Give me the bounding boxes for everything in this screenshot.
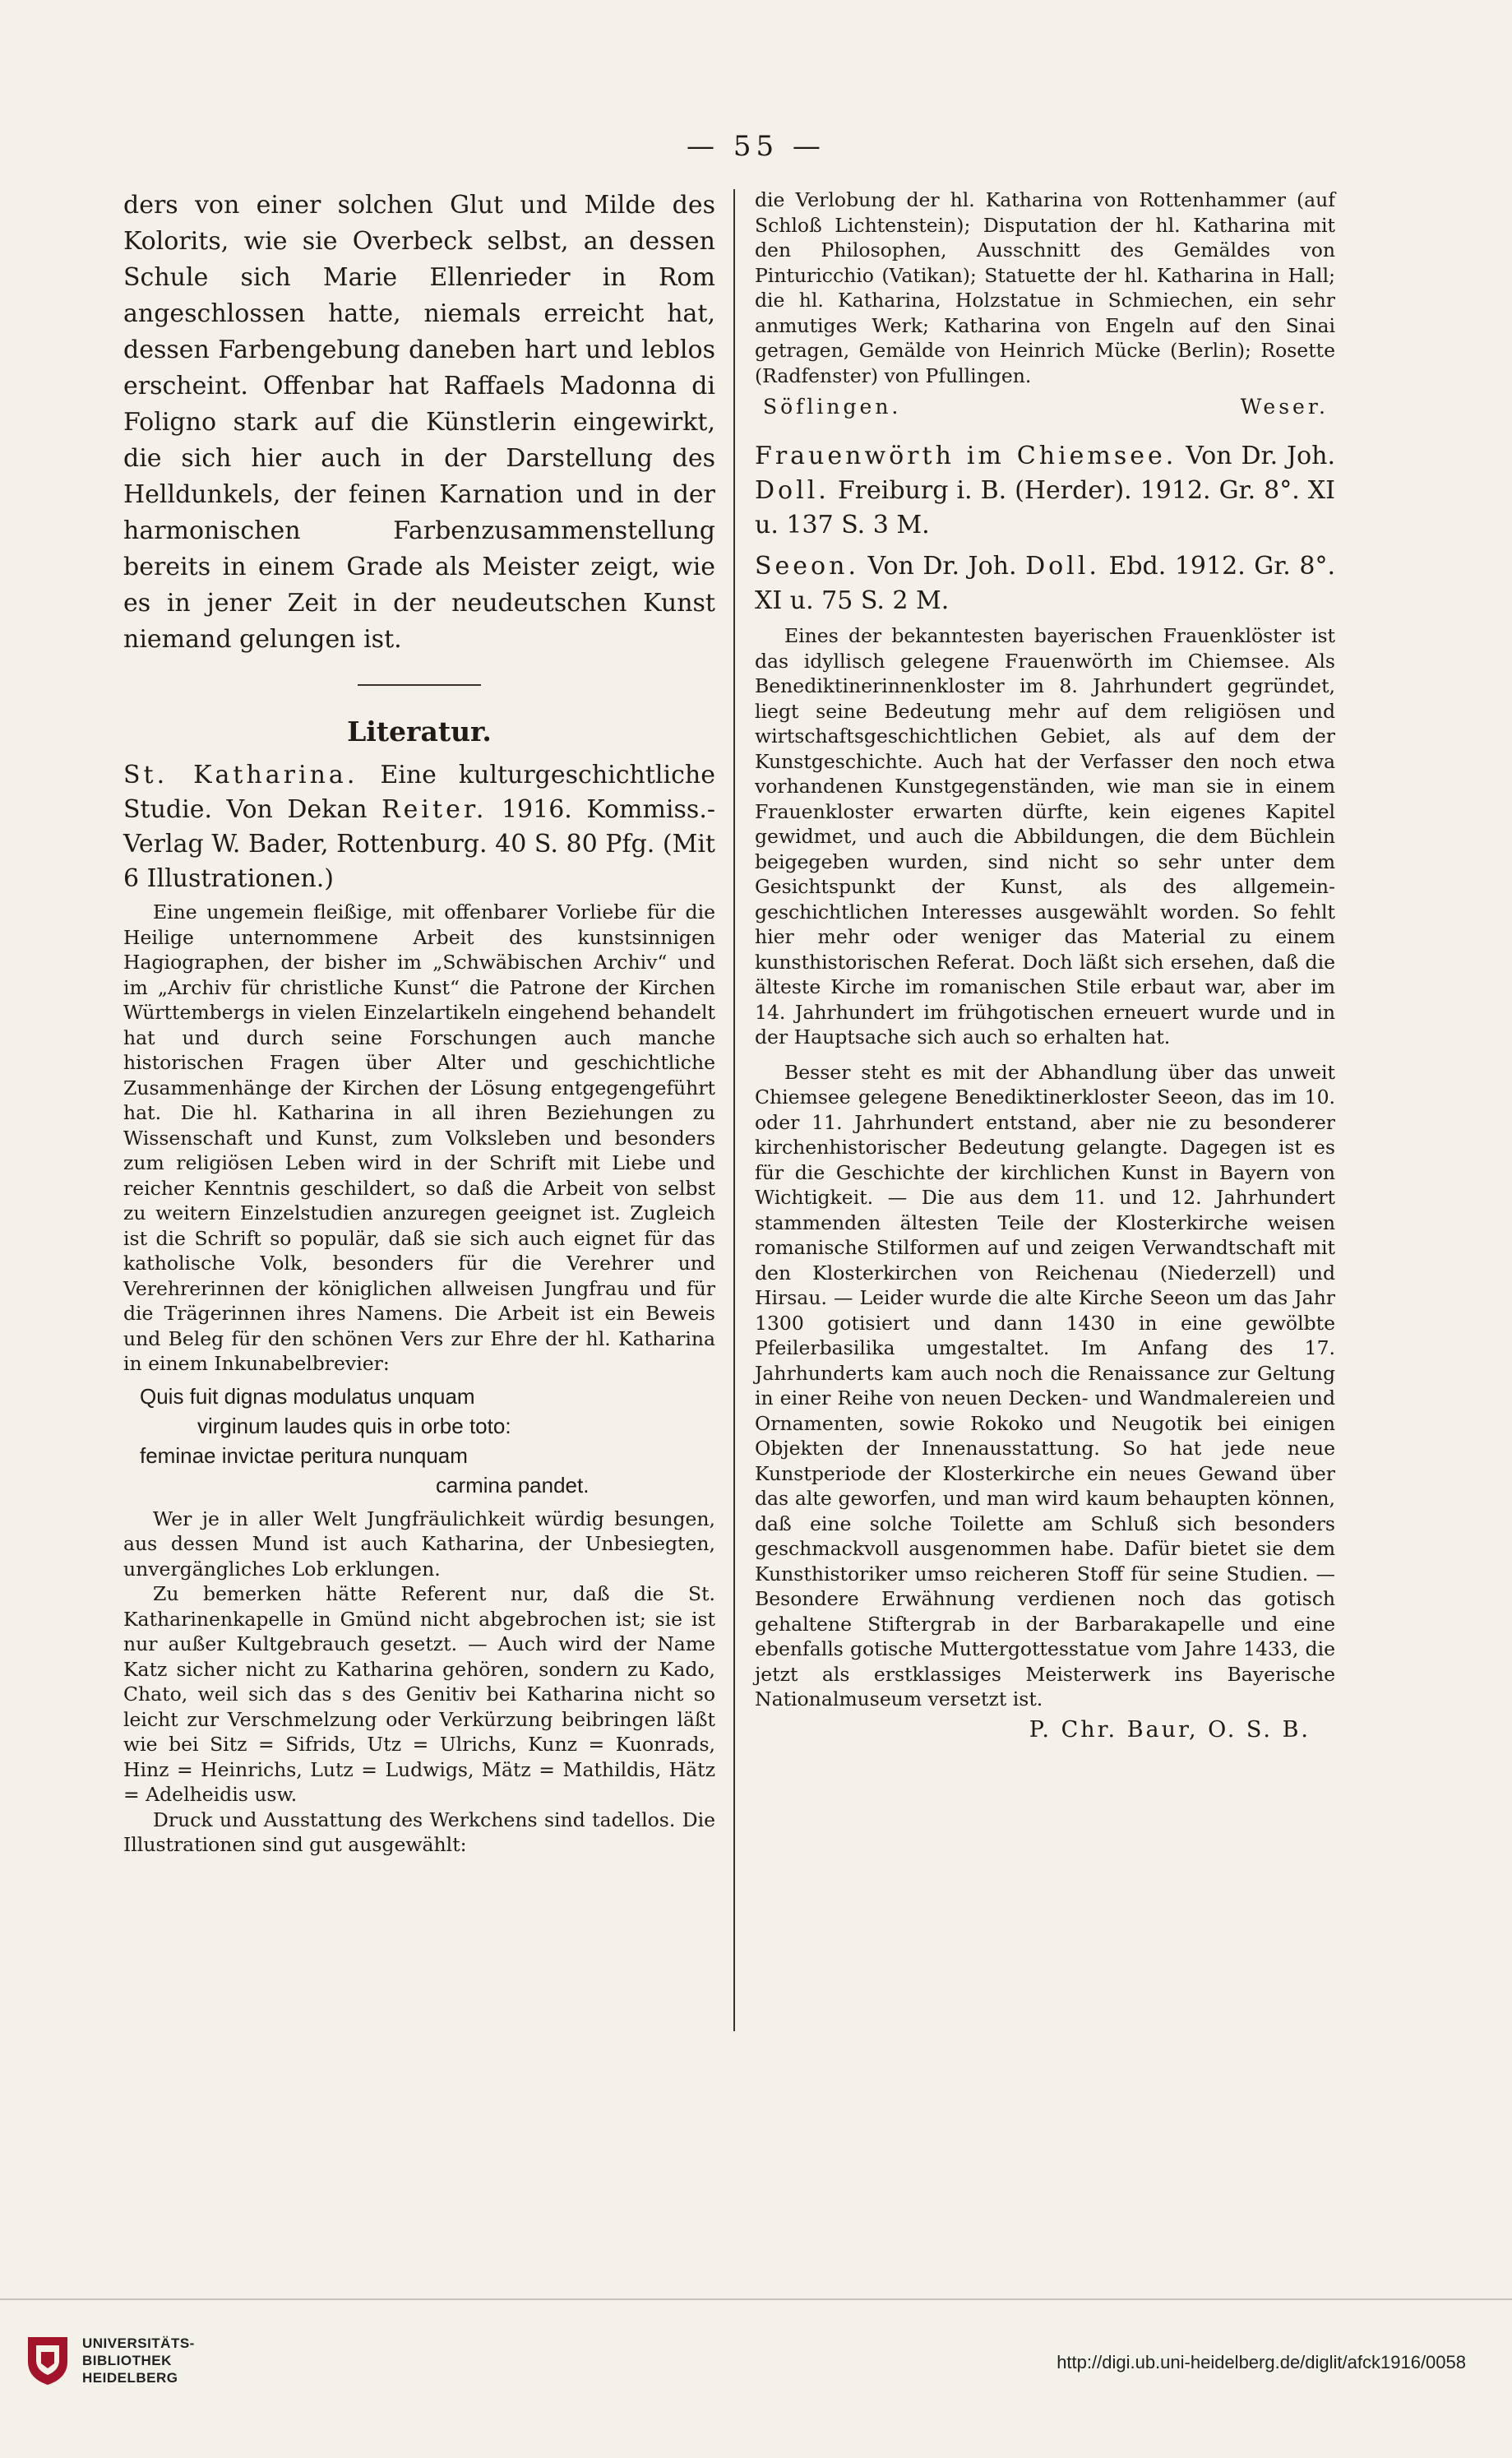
entry-text: Von Dr. Joh. — [1177, 442, 1336, 470]
bibliography-entry-frauenwoerth — [755, 439, 1335, 543]
intro-paragraph: ders von einer solchen Glut und Milde des Kolorits, wie sie Overbeck selbst, an dessen Schule sich Marie Ellenrieder in Rom angeschlossen hatte, niemals erreicht hat, dessen Farbengebung daneben hart und leblos erscheint. Offenbar hat Raffaels Madonna di Foligno stark auf die Künstlerin eingewirkt, die sich hier auch in der Darstellung des Helldunkels, der feinen Karnation und in der harmonischen Farbenzusammenstellung bereits in einem Grade als Meister zeigt, wie es in jener Zeit in der neudeutschen Kunst niemand gelungen ist. — [123, 191, 715, 654]
entry-author: Reiter. — [381, 795, 488, 824]
section-rule — [358, 684, 481, 686]
bibliography-entry-seeon — [755, 549, 1335, 618]
library-name-line: UNIVERSITÄTS- — [82, 2335, 195, 2351]
review-signature: P. Chr. Baur, O. S. B. — [1029, 1716, 1311, 1743]
library-name — [82, 2335, 195, 2386]
entry-details: 1916. Kommiss.-Verlag W. Bader, Rottenburg. 40 S. 80 Pfg. (Mit 6 Illustrationen.) — [123, 795, 715, 893]
library-name-line: HEIDELBERG — [82, 2369, 178, 2386]
verse-line: feminae invictae peritura nunquam — [140, 1442, 468, 1468]
library-name-line: BIBLIOTHEK — [82, 2352, 172, 2368]
entry-text: Eine kulturgeschichtliche Studie. Von Dekan — [123, 761, 715, 824]
footer-rule — [0, 2298, 1512, 2300]
entry-details: Freiburg i. B. (Herder). 1912. Gr. 8°. XI u. 137 S. 3 M. — [755, 476, 1335, 539]
review-signoff — [755, 393, 1335, 421]
entry-title: Frauenwörth im Chiemsee. — [755, 442, 1177, 470]
entry-text: Von Dr. Joh. — [858, 552, 1026, 581]
place-name: Söflingen. — [763, 395, 902, 419]
page-number: — 55 — — [687, 130, 825, 163]
entry-author: Doll. — [1025, 552, 1100, 581]
reviewer-name: Weser. — [1240, 395, 1329, 419]
entry-author: Doll. — [755, 476, 830, 505]
entry-title: Seeon. — [755, 552, 859, 581]
review-paragraph: Druck und Ausstattung des Werkchens sind tadellos. Die Illustrationen sind gut ausgewählt: — [123, 1808, 715, 1856]
left-column — [123, 187, 715, 1858]
university-seal-icon — [25, 2334, 71, 2386]
right-column — [755, 187, 1335, 1747]
column-divider — [733, 189, 735, 2031]
entry-details: Ebd. 1912. Gr. 8°. XI u. 75 S. 2 M. — [755, 552, 1335, 615]
review-paragraph: Besser steht es mit der Abhandlung über das unweit Chiemsee gelegene Benediktinerkloster Seeon, das im 10. oder 11. Jahrhundert entstand, aber nie zu besonderer kirchenhistorischer Bedeutung gelangte. Dagegen ist es für die Geschichte der kirchlichen Kunst in Bayern von Wichtigkeit. — Die aus dem 11. und 12. Jahrhundert stammenden ältesten Teile der Klosterkirche weisen romanische Stilformen auf und zeigen Verwandtschaft mit den Klosterkirchen von Reichenau (Niederzell) und Hirsau. — Leider wurde die alte Kirche Seeon um das Jahr 1300 gotisiert und dann 1430 in eine gewölbte Pfeilerbasilika umgestaltet. Im Anfang des 17. Jahrhunderts kam auch noch die Renaissance zur Geltung in einer Reihe von neuen Decken- und Wandmalereien und Ornamenten, sowie Rokoko und Neugotik bei einigen Objekten der Innenausstattung. So hat jede neue Kunstperiode der Klosterkirche ein neues Gewand über das alte geworfen, und man wird kaum behaupten können, daß eine solche Toilette am Schluß sich besonders geschmackvoll ausgenommen habe. Dafür bietet sie dem Kunsthistoriker umso reicheren Stoff für seine Studien. — Besondere Erwähnung verdienen noch das gotisch gehaltene Stiftergrab in der Barbarakapelle und eine ebenfalls gotische Muttergottesstatue vom Jahre 1433, die jetzt als erstklassiges Meisterwerk ins Bayerische Nationalmuseum versetzt ist. — [755, 1060, 1335, 1710]
entry-title: St. Katharina. — [123, 761, 358, 789]
permalink-url[interactable]: http://digi.ub.uni-heidelberg.de/diglit/afck1916/0058 — [1057, 2352, 1466, 2372]
latin-verse — [123, 1382, 715, 1500]
verse-line: Quis fuit dignas modulatus unquam — [140, 1383, 475, 1409]
library-logo[interactable] — [25, 2334, 195, 2386]
bibliography-entry-st-katharina — [123, 758, 715, 896]
verse-line: virginum laudes quis in orbe toto: — [197, 1413, 511, 1438]
review-paragraph: Wer je in aller Welt Jungfräulichkeit würdig besungen, aus dessen Mund ist auch Katharina, der Unbesiegten, unvergängliches Lob erklungen. — [123, 1507, 715, 1581]
review-paragraph: Eines der bekanntesten bayerischen Frauenklöster ist das idyllisch gelegene Frauenwörth im Chiemsee. Als Benediktinerinnenkloster im 8. Jahrhundert gegründet, liegt seine Bedeutung mehr auf dem religiösen und wirtschaftsgeschichtlichen Gebiet, als auf dem der Kunstgeschichte. Auch hat der Verfasser den noch etwa vorhandenen Kunstgegenständen, wie man sie in einem Frauenkloster erwarten dürfte, kein eigenes Kapitel gewidmet, und auch die Abbildungen, die dem Büchlein beigegeben wurden, sind nicht so sehr unter dem Gesichtspunkt der Kunst, als des allgemein-geschichtlichen Interesses ausgewählt worden. So fehlt hier mehr oder weniger das Material zu einem kunsthistorischen Referat. Doch läßt sich ersehen, daß die älteste Kirche im romanischen Stile erbaut war, aber im 14. Jahrhundert im frühgotischen erneuert wurde und in der Hauptsache sich auch so erhalten hat. — [755, 624, 1335, 1048]
continuation-paragraph: die Verlobung der hl. Katharina von Rottenhammer (auf Schloß Lichtenstein); Disputation der hl. Katharina mit den Philosophen, Ausschnitt des Gemäldes von Pinturicchio (Vatikan); Statuette der hl. Katharina in Hall; die hl. Katharina, Holzstatue in Schmiechen, ein sehr anmutiges Werk; Katharina von Engeln auf den Sinai getragen, Gemälde von Heinrich Mücke (Berlin); Rosette (Radfenster) von Pfullingen. — [755, 188, 1335, 387]
review-paragraph: Zu bemerken hätte Referent nur, daß die St. Katharinenkapelle in Gmünd nicht abgebrochen ist; sie ist nur außer Kultgebrauch gesetzt. — Auch wird der Name Katz sicher nicht zu Katharina gehören, sondern zu Kado, Chato, weil sich das s des Genitiv bei Katharina nicht so leicht zur Verschmelzung oder Verkürzung beibringen läßt wie bei Sitz = Sifrids, Utz = Ulrichs, Kunz = Kuonrads, Hinz = Heinrichs, Lutz = Ludwigs, Mätz = Mathildis, Hätz = Adelheidis usw. — [123, 1582, 715, 1806]
verse-line: carmina pandet. — [436, 1472, 590, 1497]
review-paragraph: Eine ungemein fleißige, mit offenbarer Vorliebe für die Heilige unternommene Arbeit des kunstsinnigen Hagiographen, der bisher im „Schwäbischen Archiv“ und im „Archiv für christliche Kunst“ die Patrone der Kirchen Württembergs in vielen Einzelartikeln eingehend behandelt hat und durch seine Forschungen auch manche historischen Fragen über Alter und geschichtliche Zusammenhänge der Kirchen der Lösung entgegengeführt hat. Die hl. Katharina in all ihren Beziehungen zu Wissenschaft und Kunst, zum Volksleben und besonders zum religiösen Leben wird in der Schrift mit Liebe und reicher Kenntnis geschildert, so daß die Arbeit von selbst zu weitern Einzelstudien anzuregen geeignet ist. Zugleich ist die Schrift so populär, daß sie sich auch eignet für das katholische Volk, besonders für die Verehrer und Verehrerinnen der königlichen allweisen Jungfrau und für die Trägerinnen ihres Namens. Die Arbeit ist ein Beweis und Beleg für den schönen Vers zur Ehre der hl. Katharina in einem Inkunabelbrevier: — [123, 900, 715, 1375]
literature-heading: Literatur. — [347, 715, 492, 748]
